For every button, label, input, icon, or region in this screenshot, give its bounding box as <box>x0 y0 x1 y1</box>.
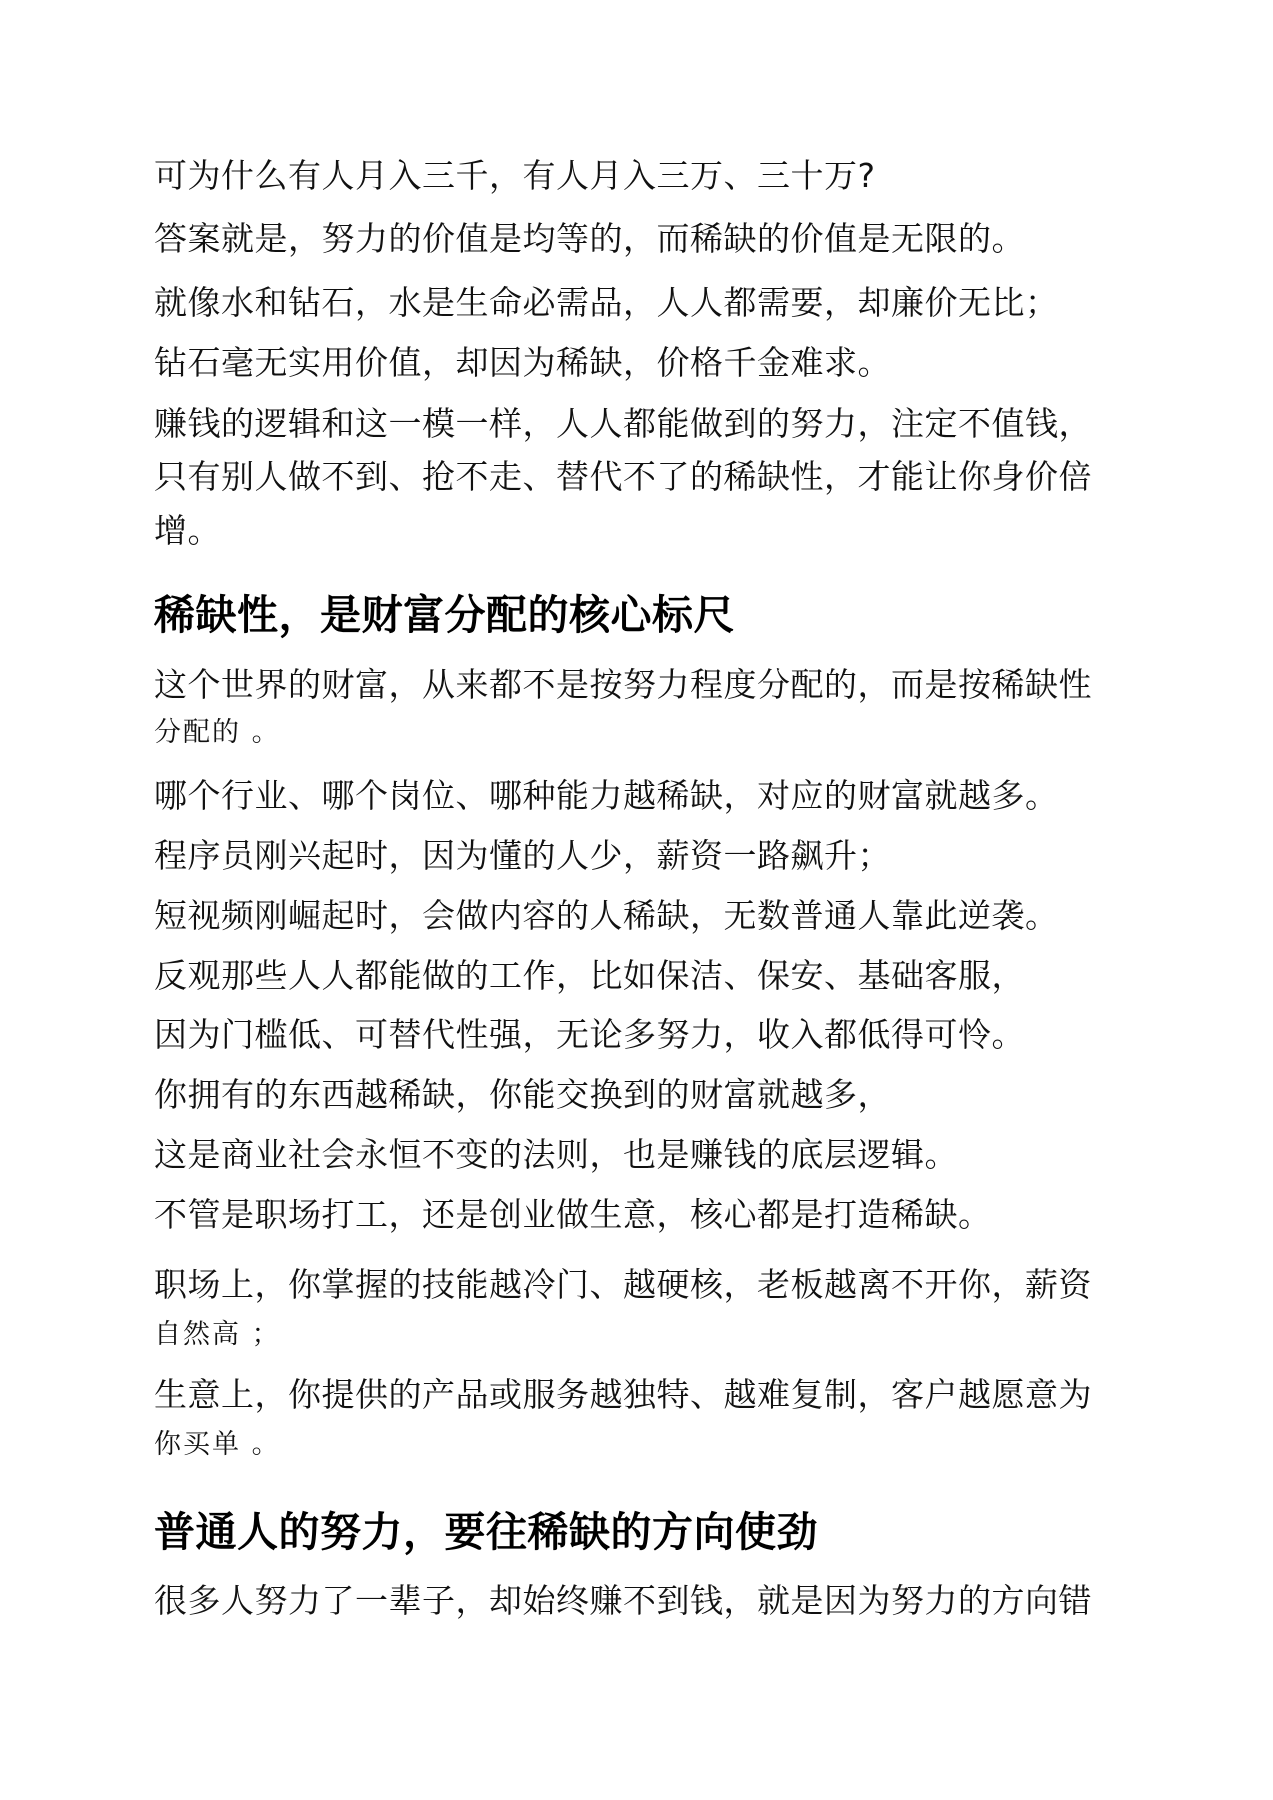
paragraph-line: 这个世界的财富，从来都不是按努力程度分配的，而是按稀缺性 <box>154 665 1092 704</box>
paragraph-line: 很多人努力了一辈子，却始终赚不到钱，就是因为努力的方向错 <box>154 1581 1092 1620</box>
paragraph-line: 可为什么有人月入三千，有人月入三万、三十万? <box>154 156 876 195</box>
paragraph-line: 只有别人做不到、抢不走、替代不了的稀缺性，才能让你身价倍 <box>154 457 1092 496</box>
paragraph-line: 自然高 ； <box>154 1319 281 1350</box>
paragraph-line: 你买单 。 <box>154 1429 281 1460</box>
paragraph-line: 增。 <box>154 511 221 550</box>
paragraph-line: 哪个行业、哪个岗位、哪种能力越稀缺，对应的财富就越多。 <box>154 776 1059 815</box>
paragraph-line: 反观那些人人都能做的工作，比如保洁、保安、基础客服， <box>154 956 1025 995</box>
paragraph-line: 答案就是，努力的价值是均等的，而稀缺的价值是无限的。 <box>154 219 1025 258</box>
section-heading-scarcity: 稀缺性，是财富分配的核心标尺 <box>154 591 735 639</box>
paragraph-line: 短视频刚崛起时，会做内容的人稀缺，无数普通人靠此逆袭。 <box>154 896 1059 935</box>
paragraph-line: 程序员刚兴起时，因为懂的人少，薪资一路飙升； <box>154 836 891 875</box>
paragraph-line: 这是商业社会永恒不变的法则，也是赚钱的底层逻辑。 <box>154 1135 958 1174</box>
paragraph-line: 因为门槛低、可替代性强，无论多努力，收入都低得可怜。 <box>154 1015 1025 1054</box>
paragraph-line: 钻石毫无实用价值，却因为稀缺，价格千金难求。 <box>154 343 891 382</box>
paragraph-line: 就像水和钻石，水是生命必需品，人人都需要，却廉价无比； <box>154 283 1059 322</box>
paragraph-line: 职场上，你掌握的技能越冷门、越硬核，老板越离不开你，薪资 <box>154 1265 1092 1304</box>
section-heading-direction: 普通人的努力，要往稀缺的方向使劲 <box>154 1508 818 1556</box>
paragraph-line: 分配的 。 <box>154 717 281 748</box>
paragraph-line: 不管是职场打工，还是创业做生意，核心都是打造稀缺。 <box>154 1195 992 1234</box>
paragraph-line: 生意上，你提供的产品或服务越独特、越难复制，客户越愿意为 <box>154 1375 1092 1414</box>
paragraph-line: 赚钱的逻辑和这一模一样，人人都能做到的努力，注定不值钱， <box>154 404 1092 443</box>
paragraph-line: 你拥有的东西越稀缺，你能交换到的财富就越多， <box>154 1075 891 1114</box>
